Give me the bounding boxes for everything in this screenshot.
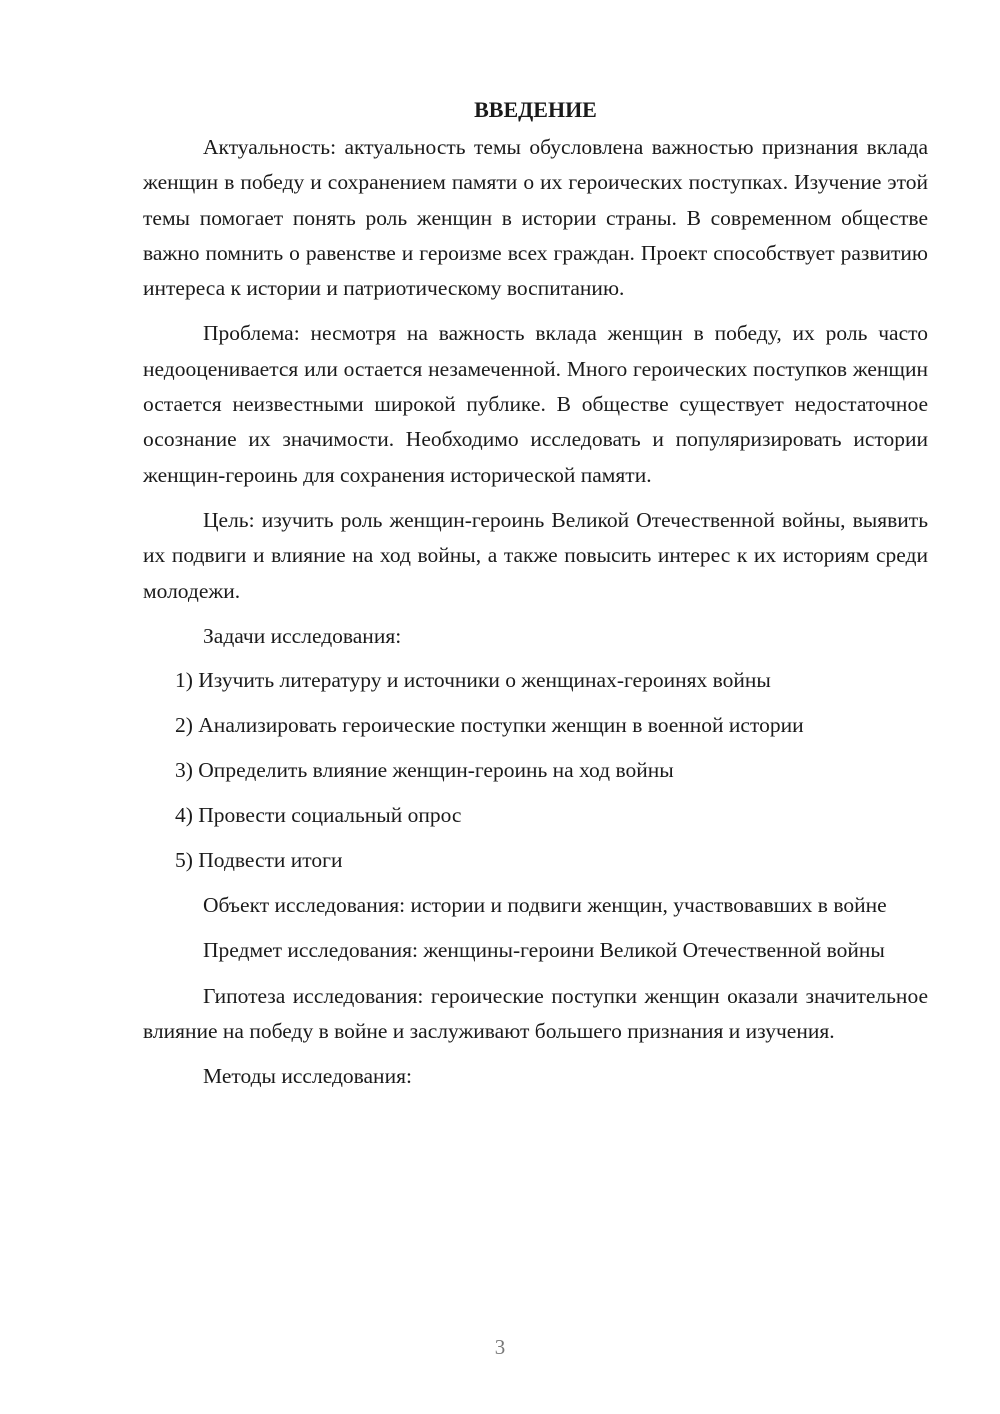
list-item: 3) Определить влияние женщин-героинь на ход войны bbox=[175, 758, 674, 783]
tasks-list bbox=[143, 663, 928, 878]
paragraph-problem: Проблема: несмотря на важность вклада женщин в победу, их роль часто недооценивается или остается незамеченной. Много героических поступков женщин остается неизвестными широкой публике. В обществе существует недостаточное осознание их значимости. Необходимо исследовать и популяризировать истории женщин-героинь для сохранения исторической памяти. bbox=[143, 321, 928, 487]
methods-heading: Методы исследования: bbox=[203, 1064, 412, 1089]
paragraph-subject: Предмет исследования: женщины-героини Великой Отечественной войны bbox=[203, 938, 885, 963]
paragraph-object: Объект исследования: истории и подвиги женщин, участвовавших в войне bbox=[203, 893, 887, 918]
list-item: 2) Анализировать героические поступки женщин в военной истории bbox=[175, 713, 804, 738]
tasks-heading: Задачи исследования: bbox=[203, 623, 402, 648]
list-item: 4) Провести социальный опрос bbox=[175, 803, 462, 828]
page-number: 3 bbox=[494, 1335, 506, 1359]
document-page bbox=[143, 92, 928, 1104]
paragraph-goal: Цель: изучить роль женщин-героинь Великой Отечественной войны, выявить их подвиги и влияние на ход войны, а также повысить интерес к их историям среди молодежи. bbox=[143, 507, 928, 603]
page-title: ВВЕДЕНИЕ bbox=[474, 97, 597, 122]
paragraph-relevance: Актуальность: актуальность темы обусловлена важностью признания вклада женщин в победу и сохранением памяти о их героических поступках. Изучение этой темы помогает понять роль женщин в истории страны. В современном обществе важно помнить о равенстве и героизме всех граждан. Проект способствует развитию интереса к истории и патриотическому воспитанию. bbox=[143, 135, 928, 301]
list-item: 5) Подвести итоги bbox=[175, 848, 343, 873]
list-item: 1) Изучить литературу и источники о женщинах-героинях войны bbox=[175, 668, 771, 693]
paragraph-hypothesis: Гипотеза исследования: героические поступки женщин оказали значительное влияние на победу в войне и заслуживают большего признания и изучения. bbox=[143, 983, 928, 1044]
